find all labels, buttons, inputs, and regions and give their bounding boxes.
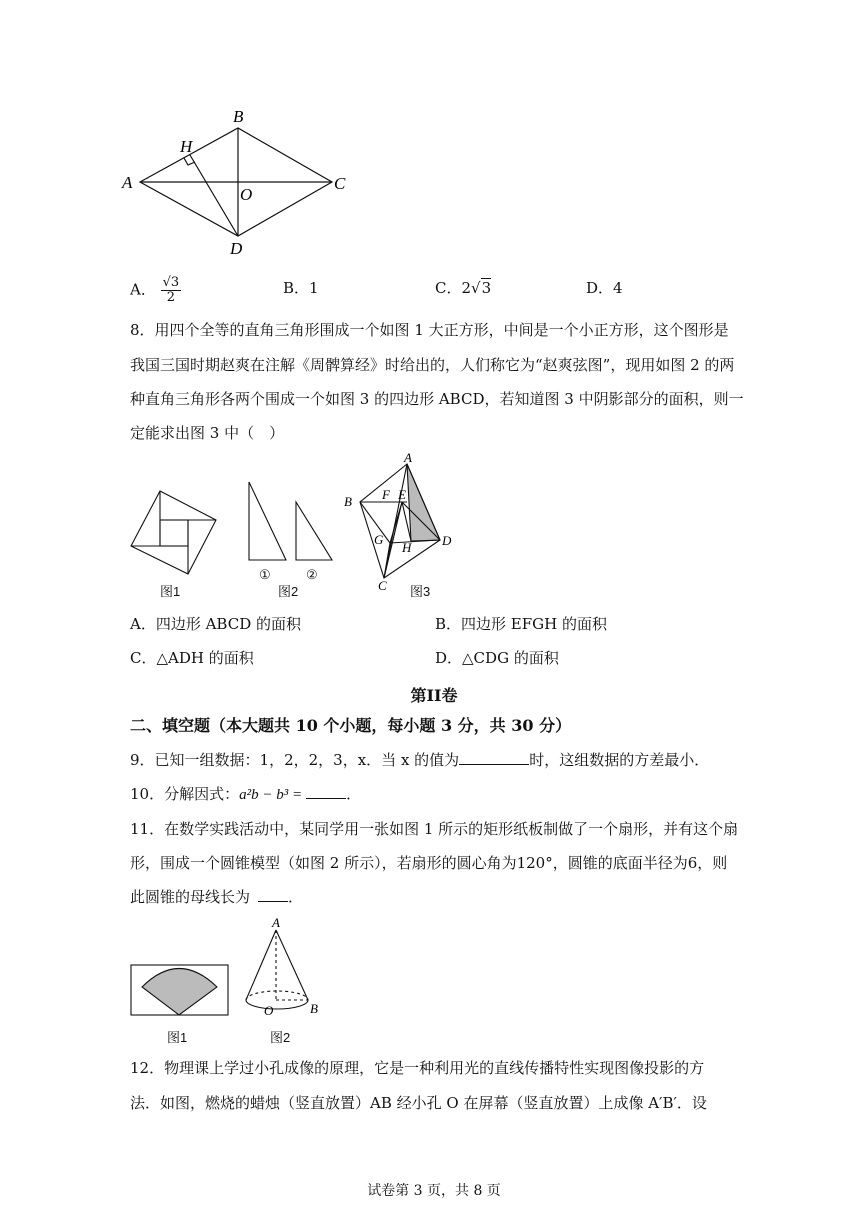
label-e: E — [398, 487, 406, 502]
q8-text-line2: 我国三国时期赵爽在注解《周髀算经》时给出的，人们称它为“赵爽弦图”，现用如图 2 的两 — [130, 356, 735, 374]
answer-blank[interactable] — [306, 784, 346, 799]
label-a: A — [122, 173, 133, 192]
label-c: C — [334, 174, 346, 193]
label-f: F — [382, 487, 390, 502]
label-o: O — [240, 185, 253, 204]
label-a: A — [404, 452, 412, 465]
q11-text-line2: 形，围成一个圆锥模型（如图 2 所示），若扇形的圆心角为120°，圆锥的底面半径为6，则 — [130, 854, 728, 872]
cone-base-front — [246, 1000, 308, 1009]
q8-text-line1: 8．用四个全等的直角三角形围成一个如图 1 大正方形，中间是一个小正方形，这个图形是 — [130, 321, 729, 339]
label-b: B — [344, 494, 352, 509]
q8-option-b[interactable]: B．四边形 EFGH 的面积 — [435, 615, 607, 633]
q10-text: 10．分解因式：a²b − b³ = ． — [130, 785, 362, 803]
q12-text-line2: 法．如图，燃烧的蜡烛（竖直放置）AB 经小孔 O 在屏幕（竖直放置）上成像 A′B′．设 — [130, 1094, 707, 1112]
volume-title: 第II卷 — [410, 686, 458, 705]
segment-dh — [190, 155, 238, 236]
q12-text-line1: 12．物理课上学过小孔成像的原理，它是一种利用光的直线传播特性实现图像投影的方 — [130, 1059, 705, 1077]
rectangle-sector-figure — [128, 962, 232, 1020]
triangle-1-label: ① — [259, 567, 271, 582]
q11-text-line3: 此圆锥的母线长为 ． — [130, 888, 304, 906]
two-triangles-figure — [244, 480, 339, 570]
fraction: $\frac{√3}{2}$ — [162, 275, 180, 305]
q9-text: 9．已知一组数据：1，2，2，3，x．当 x 的值为 时，这组数据的方差最小． — [130, 751, 710, 769]
q8-option-a[interactable]: A．四边形 ABCD 的面积 — [130, 615, 302, 633]
sector-shape — [142, 969, 217, 1016]
q7-option-a[interactable]: A． $\frac{√3}{2}$ — [130, 275, 180, 305]
label-o: O — [264, 1003, 274, 1018]
rhombus-figure — [120, 100, 360, 265]
zhao-shuang-figure — [128, 488, 222, 578]
cone-left-edge — [246, 930, 276, 1000]
answer-blank[interactable] — [258, 887, 288, 902]
label-b: B — [233, 107, 244, 126]
quadrilateral-abcd-figure — [340, 452, 460, 592]
triangle-2 — [296, 502, 332, 560]
q8-text-line4: 定能求出图 3 中（ ） — [130, 424, 285, 442]
q7-option-c[interactable]: C．2√3 — [435, 279, 492, 297]
label-g: G — [374, 532, 384, 547]
q7-option-d[interactable]: D．4 — [586, 279, 623, 297]
label-c: C — [378, 578, 387, 592]
q8-fig2-caption: 图2 — [278, 584, 299, 599]
answer-blank[interactable] — [459, 750, 529, 765]
q8-text-line3: 种直角三角形各两个围成一个如图 3 的四边形 ABCD，若知道图 3 中阴影部分的面积，则一 — [130, 390, 744, 408]
cone-figure — [236, 914, 326, 1024]
q11-fig1-caption: 图1 — [167, 1030, 188, 1045]
q8-fig3-caption: 图3 — [410, 584, 431, 599]
q8-fig1-caption: 图1 — [160, 584, 181, 599]
label-b: B — [310, 1001, 318, 1016]
triangle-2-label: ② — [306, 567, 318, 582]
cone-base-back — [246, 991, 308, 1000]
page-footer: 试卷第 3 页，共 8 页 — [367, 1183, 501, 1199]
inner-square — [160, 520, 188, 546]
q8-option-c[interactable]: C．△ADH 的面积 — [130, 649, 254, 667]
label-h: H — [402, 540, 412, 555]
label-a: A — [272, 915, 280, 930]
label-d: D — [442, 533, 452, 548]
q8-option-d[interactable]: D．△CDG 的面积 — [435, 649, 559, 667]
q11-fig2-caption: 图2 — [270, 1030, 291, 1045]
q11-text-line1: 11．在数学实践活动中，某同学用一张如图 1 所示的矩形纸板制做了一个扇形，并有这个扇 — [130, 820, 739, 838]
label-d: D — [230, 239, 243, 258]
outer-square — [131, 491, 216, 574]
q7-option-b[interactable]: B．1 — [283, 279, 319, 297]
section-heading: 二、填空题（本大题共 10 个小题，每小题 3 分，共 30 分） — [130, 716, 572, 735]
label-h: H — [180, 137, 193, 156]
triangle-1 — [249, 482, 286, 560]
cone-right-edge — [276, 930, 308, 1000]
